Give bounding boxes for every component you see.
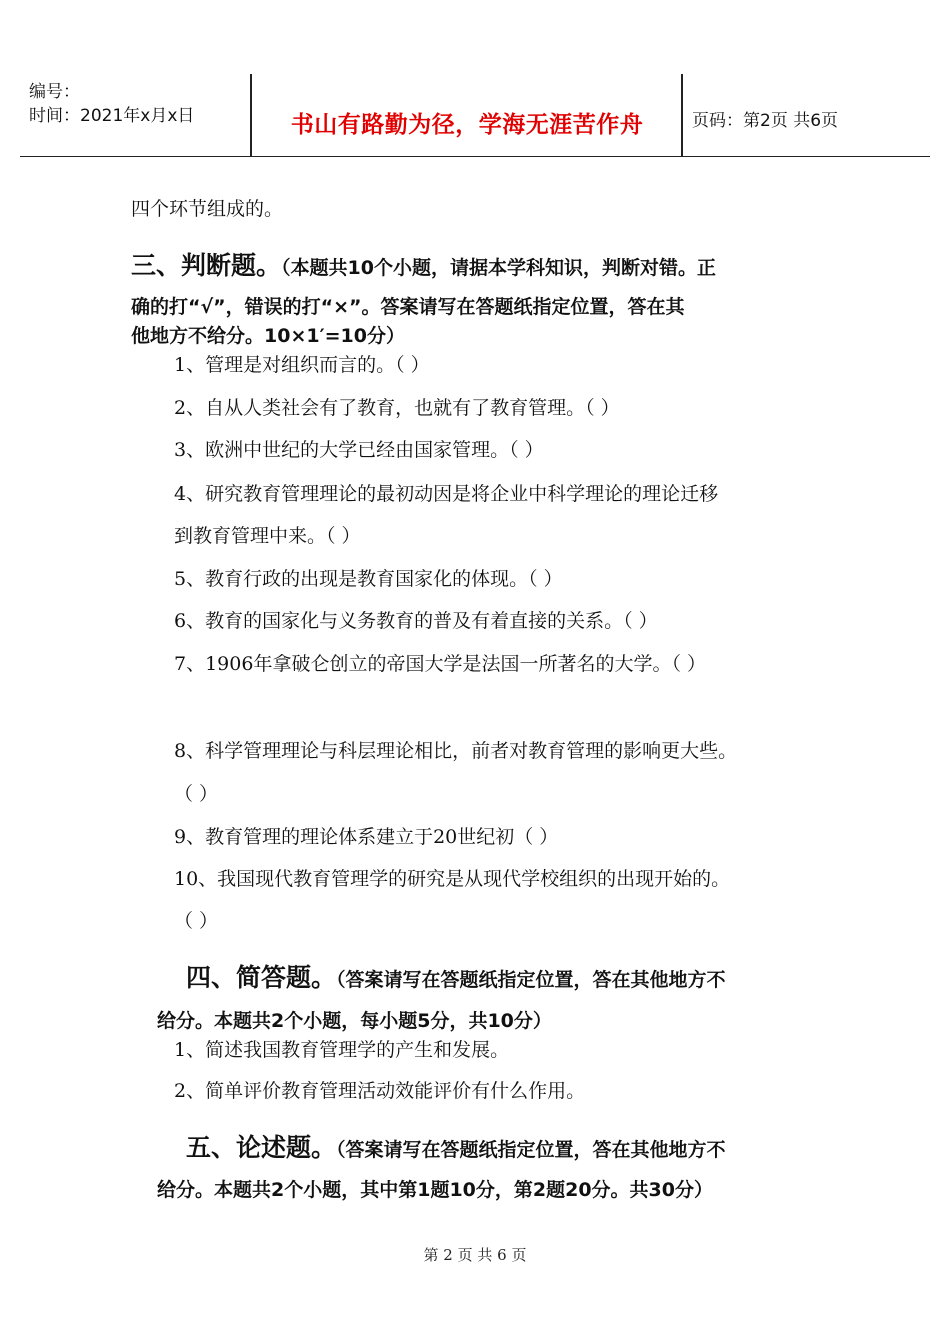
- section-3-heading-line: [131, 251, 716, 280]
- question-item: 9、教育管理的理论体系建立于20世纪初（ ）: [174, 826, 559, 848]
- section-3-heading: 三、判断题。: [131, 251, 282, 280]
- page-footer: 第 2 页 共 6 页: [423, 1246, 527, 1264]
- question-item: 10、我国现代教育管理学的研究是从现代学校组织的出现开始的。: [174, 868, 731, 890]
- header-divider: [681, 74, 683, 156]
- question-item: 3、欧洲中世纪的大学已经由国家管理。（ ）: [174, 439, 544, 461]
- question-item: 4、研究教育管理理论的最初动因是将企业中科学理论的理论迁移: [174, 483, 719, 505]
- header-divider: [250, 74, 252, 156]
- question-item-continued: （ ）: [174, 910, 219, 932]
- serial-label: 编号：: [29, 82, 80, 102]
- section-3-instruction: 他地方不给分。10×1′=10分）: [131, 325, 405, 347]
- question-item: 5、教育行政的出现是教育国家化的体现。（ ）: [174, 568, 563, 590]
- question-item: 1、管理是对组织而言的。（ ）: [174, 354, 430, 376]
- question-item: 6、教育的国家化与义务教育的普及有着直接的关系。（ ）: [174, 610, 658, 632]
- question-item-continued: （ ）: [174, 783, 219, 805]
- question-item: 7、1906年拿破仑创立的帝国大学是法国一所著名的大学。（ ）: [174, 653, 706, 675]
- header-motto: 书山有路勤为径，学海无涯苦作舟: [290, 112, 644, 138]
- question-item: 8、科学管理理论与科层理论相比，前者对教育管理的影响更大些。: [174, 740, 738, 762]
- time-label: 时间：2021年x月x日: [29, 106, 195, 126]
- continuation-text: 四个环节组成的。: [131, 198, 284, 220]
- question-item: 1、简述我国教育管理学的产生和发展。: [174, 1039, 510, 1061]
- question-item-continued: 到教育管理中来。（ ）: [174, 525, 361, 547]
- section-4-heading-line: [186, 963, 726, 992]
- header-page-label: 页码：第2页 共6页: [692, 111, 839, 131]
- section-5-heading-line: [186, 1133, 726, 1162]
- section-3-instruction: （本题共10个小题，请据本学科知识，判断对错。正: [281, 257, 716, 279]
- header-meta: [29, 80, 194, 128]
- question-item: 2、简单评价教育管理活动效能评价有什么作用。: [174, 1080, 586, 1102]
- section-5-instruction: 给分。本题共2个小题，其中第1题10分，第2题20分。共30分）: [157, 1179, 713, 1201]
- section-4-instruction: 给分。本题共2个小题，每小题5分，共10分）: [157, 1010, 552, 1032]
- section-3-instruction: 确的打“√”，错误的打“×”。答案请写在答题纸指定位置，答在其: [131, 296, 685, 318]
- document-header: [20, 74, 930, 157]
- section-4-instruction: （答案请写在答题纸指定位置，答在其他地方不: [336, 969, 726, 991]
- section-4-heading: 四、简答题。: [186, 963, 337, 992]
- section-5-heading: 五、论述题。: [186, 1133, 337, 1162]
- question-item: 2、自从人类社会有了教育，也就有了教育管理。（ ）: [174, 397, 620, 419]
- section-5-instruction: （答案请写在答题纸指定位置，答在其他地方不: [336, 1139, 726, 1161]
